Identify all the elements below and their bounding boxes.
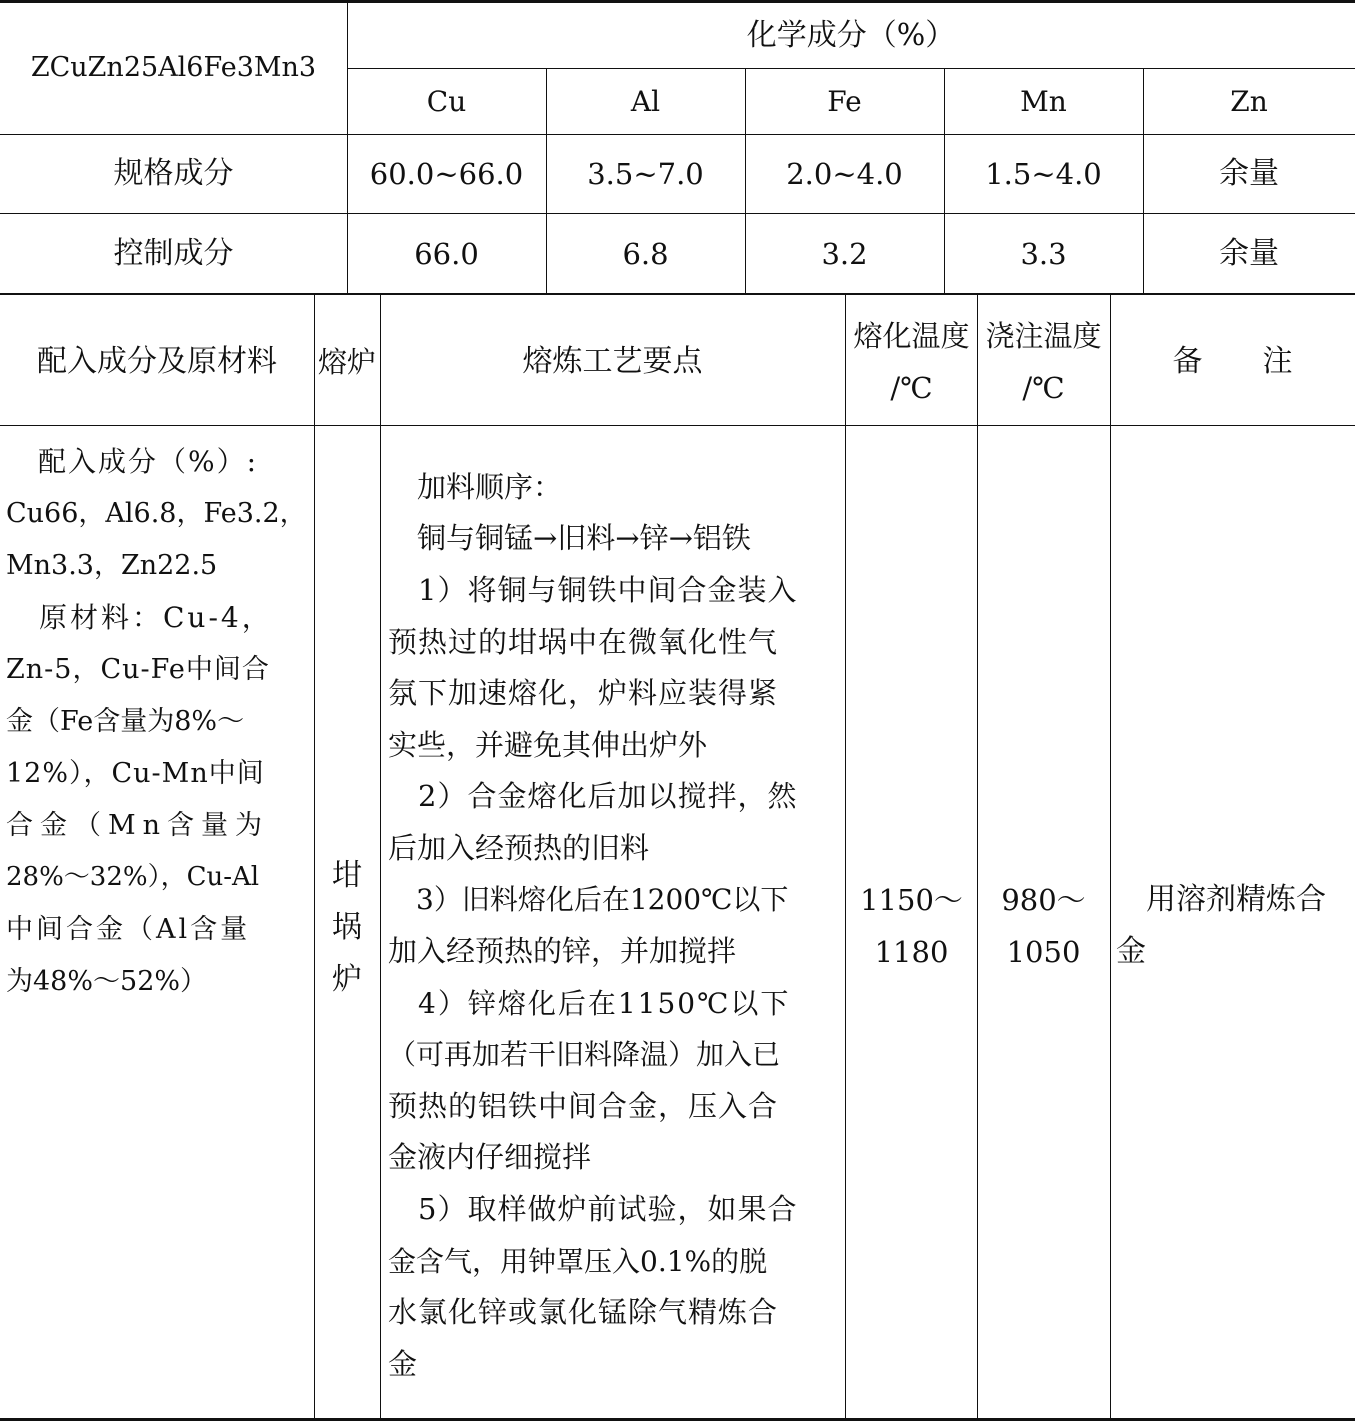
rule-chem-header xyxy=(347,68,1355,69)
header-pour-temp-unit: /℃ xyxy=(1022,371,1065,405)
element-mn: Mn xyxy=(1020,85,1067,118)
process-line: 金 xyxy=(388,1347,418,1381)
rule-bottom xyxy=(0,1418,1355,1421)
materials-line: 12%），Cu-Mn中间 xyxy=(6,758,265,789)
element-al: Al xyxy=(630,85,661,118)
process-line: 水氯化锌或氯化锰除气精炼合 xyxy=(388,1295,779,1329)
row-label-spec: 规格成分 xyxy=(113,156,234,191)
process-line: 金液内仔细搅拌 xyxy=(388,1140,592,1174)
pour-temp-value: 1050 xyxy=(1006,935,1081,969)
spec-cu: 60.0~66.0 xyxy=(369,157,524,191)
materials-line: 中间合金（Al含量 xyxy=(6,914,251,945)
row-label-control: 控制成分 xyxy=(113,236,234,271)
remark-line: 金 xyxy=(1116,934,1146,969)
control-al: 6.8 xyxy=(622,237,669,271)
process-line: 预热的铝铁中间合金，压入合 xyxy=(388,1089,779,1123)
control-fe: 3.2 xyxy=(821,237,868,271)
process-line: 氛下加速熔化，炉料应装得紧 xyxy=(388,676,779,710)
col-rule-furnace xyxy=(380,294,381,1419)
header-melt-temp-unit: /℃ xyxy=(890,371,933,405)
process-line: 加入经预热的锌，并加搅拌 xyxy=(388,934,737,968)
alloy-grade: ZCuZn25Al6Fe3Mn3 xyxy=(30,52,317,83)
furnace-char: 炉 xyxy=(332,962,362,997)
remark-line: 用溶剂精炼合 xyxy=(1116,882,1326,917)
header-melt-temp: 熔化温度 xyxy=(853,319,970,353)
process-line: 4）锌熔化后在1150℃以下 xyxy=(388,987,791,1020)
header-pour-temp: 浇注温度 xyxy=(985,319,1102,353)
materials-line: 配入成分（%）: xyxy=(8,445,259,478)
process-line: 金含气，用钟罩压入0.1%的脱 xyxy=(388,1245,768,1278)
header-furnace: 熔炉 xyxy=(317,345,376,379)
control-zn: 余量 xyxy=(1219,236,1279,271)
spec-al: 3.5~7.0 xyxy=(587,157,704,191)
spec-mn: 1.5~4.0 xyxy=(985,157,1102,191)
process-line: 铜与铜锰→旧料→锌→铝铁 xyxy=(388,521,751,555)
process-line: 3）旧料熔化后在1200℃以下 xyxy=(388,883,789,916)
materials-line: 为48%～52%） xyxy=(6,966,208,997)
control-mn: 3.3 xyxy=(1020,237,1067,271)
melt-temp-value: 1180 xyxy=(874,935,949,969)
process-line: 实些，并避免其伸出炉外 xyxy=(388,728,708,762)
materials-line: Cu66，Al6.8，Fe3.2， xyxy=(6,498,307,529)
col-rule-process xyxy=(845,294,846,1419)
rule-control xyxy=(0,293,1355,295)
rule-elements xyxy=(0,134,1355,135)
header-materials: 配入成分及原材料 xyxy=(37,344,277,379)
element-zn: Zn xyxy=(1230,85,1268,118)
furnace-char: 坩 xyxy=(332,858,362,893)
process-line: 5）取样做炉前试验，如果合 xyxy=(388,1192,798,1226)
furnace-char: 埚 xyxy=(332,910,362,945)
rule-process-header xyxy=(0,425,1355,426)
process-line: 加料顺序： xyxy=(388,470,563,504)
materials-line: 原材料：Cu-4， xyxy=(8,601,273,634)
rule-spec xyxy=(0,213,1355,214)
rule-top xyxy=(0,0,1355,3)
header-remarks: 备 注 xyxy=(1172,344,1293,379)
element-fe: Fe xyxy=(827,85,862,118)
chem-composition-header: 化学成分（%） xyxy=(746,18,956,53)
materials-line: Zn-5，Cu-Fe中间合 xyxy=(6,654,270,685)
element-cu: Cu xyxy=(426,85,467,118)
process-line: 1）将铜与铜铁中间合金装入 xyxy=(388,573,798,607)
spec-fe: 2.0~4.0 xyxy=(786,157,903,191)
process-line: （可再加若干旧料降温）加入已 xyxy=(388,1038,781,1071)
materials-line: 金（Fe含量为8%～ xyxy=(6,706,245,737)
materials-line: 28%～32%），Cu-Al xyxy=(6,862,260,892)
header-key-points: 熔炼工艺要点 xyxy=(522,344,703,379)
col-rule-melt xyxy=(977,294,978,1419)
process-line: 预热过的坩埚中在微氧化性气 xyxy=(388,625,779,659)
control-cu: 66.0 xyxy=(414,237,479,271)
process-line: 2）合金熔化后加以搅拌，然 xyxy=(388,779,798,813)
materials-line: Mn3.3，Zn22.5 xyxy=(6,550,218,581)
spec-zn: 余量 xyxy=(1219,156,1279,191)
melt-temp-value: 1150～ xyxy=(860,883,963,917)
process-line: 后加入经预热的旧料 xyxy=(388,831,650,865)
pour-temp-value: 980～ xyxy=(1001,883,1086,917)
col-rule-pour xyxy=(1110,294,1111,1419)
materials-line: 合金（Mn含量为 xyxy=(6,810,270,841)
